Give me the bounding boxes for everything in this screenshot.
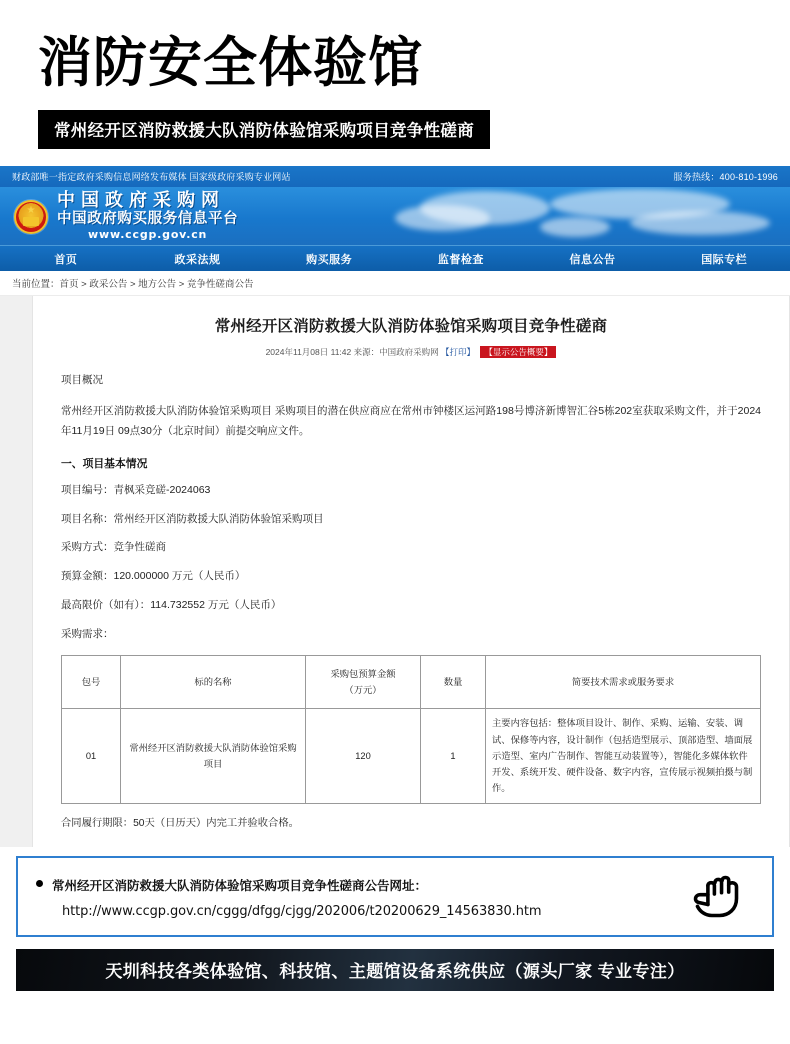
- table-header-row: [62, 656, 761, 709]
- footer-promo-bar: [16, 949, 774, 991]
- site-navbar[interactable]: [0, 245, 790, 271]
- promo-header: [0, 0, 790, 149]
- field-label: 项目名称：: [61, 512, 114, 525]
- pointing-hand-icon: [684, 870, 750, 922]
- callout-url[interactable]: http://www.ccgp.gov.cn/cggg/dfgg/cjgg/202006/t20200629_14563830.htm: [62, 903, 542, 919]
- print-link[interactable]: 【打印】: [441, 347, 476, 358]
- cell-budget-amount: 120: [306, 709, 421, 803]
- field-project-number: [61, 483, 761, 499]
- column-header-package-no: 包号: [62, 656, 121, 709]
- callout-heading-text: 常州经开区消防救援大队消防体验馆采购项目竞争性磋商公告网址：: [52, 878, 428, 893]
- field-label: 最高限价（如有）：: [61, 598, 151, 611]
- requirements-table: [61, 655, 761, 803]
- cloud-decoration: [630, 211, 770, 235]
- nav-item-services[interactable]: 购买服务: [306, 253, 353, 266]
- cloud-decoration: [540, 217, 610, 237]
- nav-item-regulations[interactable]: 政采法规: [174, 253, 221, 266]
- page-body: [0, 296, 790, 847]
- logo-text-block: [57, 191, 238, 242]
- field-value: 竞争性磋商: [113, 541, 166, 554]
- cell-package-no: 01: [62, 709, 121, 803]
- site-banner: [0, 187, 790, 245]
- nav-item-notices[interactable]: 信息公告: [569, 253, 616, 266]
- logo-line-3: www.ccgp.gov.cn: [88, 228, 208, 242]
- column-header-budget-amount-line2: （万元）: [344, 685, 382, 696]
- promo-title: 消防安全体验馆: [38, 31, 423, 94]
- page-title: 常州经开区消防救援大队消防体验馆采购项目竞争性磋商: [214, 318, 608, 336]
- national-emblem-icon: [14, 200, 48, 234]
- callout-heading: [52, 876, 756, 894]
- meta-source: 来源：中国政府采购网: [353, 347, 439, 358]
- topbar-hotline: 服务热线：400-810-1996: [673, 172, 778, 183]
- column-header-item-name: 标的名称: [121, 656, 306, 709]
- field-value: 120.000000 万元（人民币）: [113, 570, 246, 583]
- field-value: 114.732552 万元（人民币）: [150, 598, 282, 611]
- site-logo[interactable]: [14, 191, 238, 242]
- field-label: 预算金额：: [61, 570, 114, 583]
- logo-line-2: 中国政府购买服务信息平台: [57, 210, 239, 227]
- left-gutter: [0, 296, 32, 847]
- column-header-budget-amount: [306, 656, 421, 709]
- table-body: [62, 709, 761, 803]
- document-meta: [61, 346, 761, 358]
- document-paper: [32, 296, 790, 847]
- field-label: 项目编号：: [61, 483, 114, 496]
- nav-item-supervision[interactable]: 监督检查: [437, 253, 484, 266]
- field-project-name: [61, 512, 761, 528]
- field-procurement-method: [61, 540, 761, 556]
- meta-datetime: 2024年11月08日 11:42: [265, 347, 352, 358]
- cloud-decoration: [395, 205, 490, 231]
- field-label: 采购需求：: [61, 627, 114, 640]
- field-label: 采购方式：: [61, 541, 114, 554]
- breadcrumb[interactable]: [0, 271, 790, 296]
- field-value: 常州经开区消防救援大队消防体验馆采购项目: [113, 512, 324, 525]
- contract-duration-line: 合同履行期限：50天（日历天）内完工并验收合格。: [61, 817, 299, 829]
- promo-subtitle: 常州经开区消防救援大队消防体验馆采购项目竞争性磋商: [54, 122, 474, 141]
- emblem-gate-shape: [23, 217, 39, 226]
- overview-paragraph: 常州经开区消防救援大队消防体验馆采购项目 采购项目的潜在供应商应在常州市钟楼区运河路198号博济新博智汇谷5栋202室获取采购文件，并于2024年11月19日 09点30分（北京时间）前提交响应文件。: [61, 404, 761, 438]
- field-value: 青枫采竞磋-2024063: [113, 483, 211, 496]
- cell-tech-requirements: 主要内容包括：整体项目设计、制作、采购、运输、安装、调试、保修等内容，设计制作（包括造型展示、顶部造型、墙面展示造型、室内广告制作、智能互动装置等），智能化多媒体软件开发、系统开发、硬件设备、数字内容，宣传展示视频拍摄与制作。: [486, 709, 761, 803]
- nav-item-home[interactable]: 首页: [54, 253, 78, 266]
- ccgp-site-screenshot: [0, 166, 790, 847]
- topbar-slogan: 财政部唯一指定政府采购信息网络发布媒体 国家级政府采购专业网站: [12, 172, 291, 183]
- table-head: [62, 656, 761, 709]
- table-row: [62, 709, 761, 803]
- overview-label: 项目概况: [61, 374, 103, 387]
- nav-item-international[interactable]: 国际专栏: [701, 253, 748, 266]
- breadcrumb-text: 当前位置：首页 > 政采公告 > 地方公告 > 竞争性磋商公告: [12, 279, 254, 291]
- field-procurement-requirements: [61, 627, 761, 643]
- column-header-tech-requirements: 简要技术需求或服务要求: [486, 656, 761, 709]
- show-summary-badge[interactable]: 【显示公告概要】: [480, 346, 556, 358]
- announcement-url-callout: [16, 856, 774, 937]
- footer-promo-text: 天圳科技各类体验馆、科技馆、主题馆设备系统供应（源头厂家 专业专注）: [105, 962, 685, 982]
- field-budget-amount: [61, 569, 761, 585]
- field-price-ceiling: [61, 598, 761, 614]
- logo-line-1: 中国政府采购网: [57, 190, 225, 211]
- column-header-budget-amount-line1: 采购包预算金额: [330, 669, 396, 680]
- site-topbar: [0, 166, 790, 187]
- section-heading-basic-info: 一、项目基本情况: [61, 457, 148, 470]
- promo-subtitle-banner: [38, 110, 490, 149]
- cell-item-name: 常州经开区消防救援大队消防体验馆采购项目: [121, 709, 306, 803]
- column-header-quantity: 数量: [421, 656, 486, 709]
- bullet-icon: [36, 880, 43, 887]
- cell-quantity: 1: [421, 709, 486, 803]
